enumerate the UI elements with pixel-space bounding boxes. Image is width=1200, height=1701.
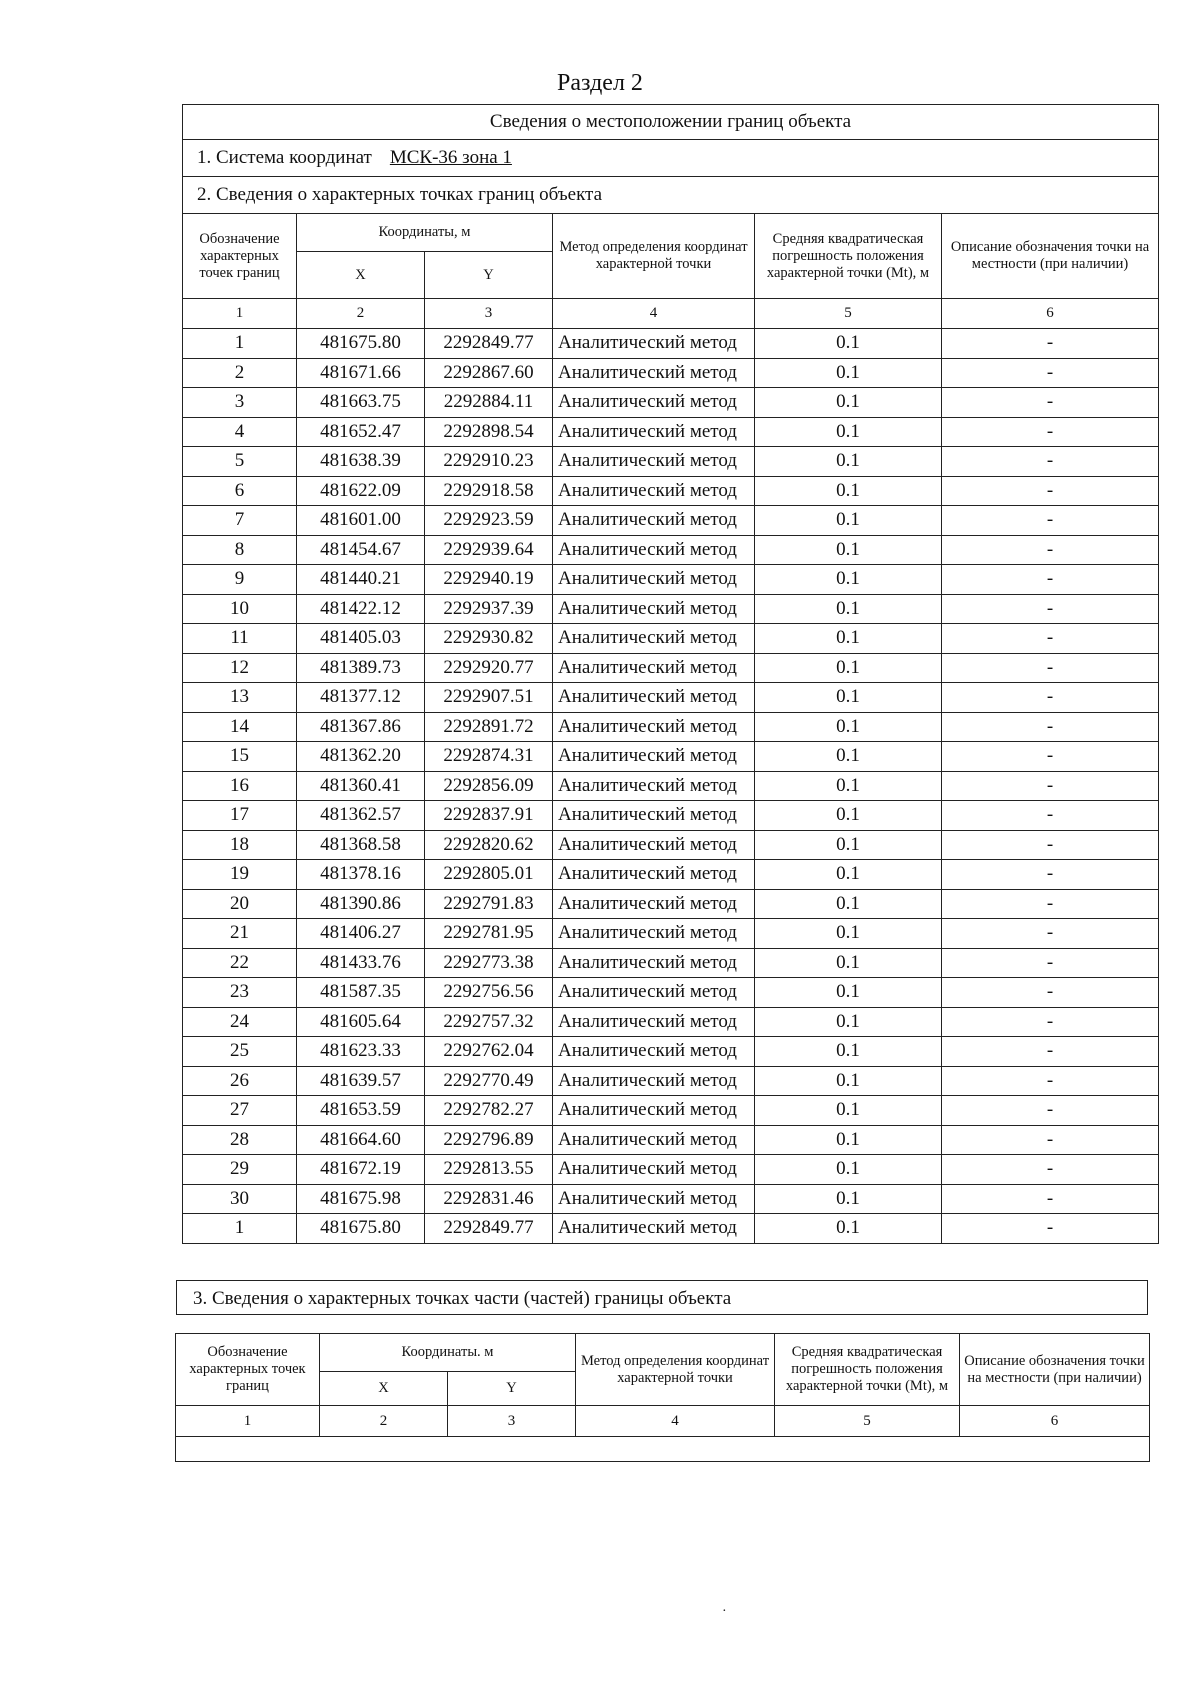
coord-system-row bbox=[183, 140, 1159, 177]
cell-x: 481675.80 bbox=[297, 329, 425, 359]
cell-description: - bbox=[942, 653, 1159, 683]
cell-description: - bbox=[942, 830, 1159, 860]
header-x: X bbox=[297, 252, 425, 299]
cell-method: Аналитический метод bbox=[553, 712, 755, 742]
cell-x: 481601.00 bbox=[297, 506, 425, 536]
cell-method: Аналитический метод bbox=[553, 742, 755, 772]
cell-x: 481405.03 bbox=[297, 624, 425, 654]
cell-x: 481664.60 bbox=[297, 1125, 425, 1155]
col-number: 4 bbox=[553, 299, 755, 329]
cell-method: Аналитический метод bbox=[553, 948, 755, 978]
part-header-error: Средняя квадратическая погрешность положения характерной точки (Mt), м bbox=[775, 1334, 960, 1406]
cell-y: 2292937.39 bbox=[425, 594, 553, 624]
cell-point: 18 bbox=[183, 830, 297, 860]
cell-y: 2292923.59 bbox=[425, 506, 553, 536]
part-col-number: 6 bbox=[960, 1406, 1150, 1437]
cell-y: 2292918.58 bbox=[425, 476, 553, 506]
cell-x: 481671.66 bbox=[297, 358, 425, 388]
cell-y: 2292867.60 bbox=[425, 358, 553, 388]
cell-method: Аналитический метод bbox=[553, 624, 755, 654]
table-row bbox=[183, 624, 1159, 654]
cell-y: 2292856.09 bbox=[425, 771, 553, 801]
cell-error: 0.1 bbox=[755, 535, 942, 565]
cell-point: 23 bbox=[183, 978, 297, 1008]
table-row bbox=[183, 388, 1159, 418]
cell-description: - bbox=[942, 978, 1159, 1008]
cell-method: Аналитический метод bbox=[553, 683, 755, 713]
col-number: 5 bbox=[755, 299, 942, 329]
cell-error: 0.1 bbox=[755, 683, 942, 713]
cell-error: 0.1 bbox=[755, 447, 942, 477]
cell-error: 0.1 bbox=[755, 919, 942, 949]
cell-y: 2292874.31 bbox=[425, 742, 553, 772]
cell-y: 2292920.77 bbox=[425, 653, 553, 683]
cell-x: 481663.75 bbox=[297, 388, 425, 418]
table-row bbox=[183, 1066, 1159, 1096]
cell-y: 2292762.04 bbox=[425, 1037, 553, 1067]
part-points-caption: 3. Сведения о характерных точках части (частей) границы объекта bbox=[176, 1280, 1148, 1315]
cell-point: 16 bbox=[183, 771, 297, 801]
cell-y: 2292770.49 bbox=[425, 1066, 553, 1096]
cell-method: Аналитический метод bbox=[553, 447, 755, 477]
boundary-location-table bbox=[182, 104, 1159, 1244]
cell-y: 2292757.32 bbox=[425, 1007, 553, 1037]
cell-x: 481433.76 bbox=[297, 948, 425, 978]
part-col-number: 5 bbox=[775, 1406, 960, 1437]
cell-error: 0.1 bbox=[755, 830, 942, 860]
cell-description: - bbox=[942, 417, 1159, 447]
part-col-number: 4 bbox=[576, 1406, 775, 1437]
cell-error: 0.1 bbox=[755, 771, 942, 801]
cell-y: 2292849.77 bbox=[425, 1214, 553, 1244]
part-header-description: Описание обозначения точки на местности (при наличии) bbox=[960, 1334, 1150, 1406]
table-row bbox=[183, 1155, 1159, 1185]
table-row bbox=[183, 329, 1159, 359]
cell-description: - bbox=[942, 860, 1159, 890]
cell-description: - bbox=[942, 801, 1159, 831]
cell-error: 0.1 bbox=[755, 388, 942, 418]
cell-error: 0.1 bbox=[755, 1125, 942, 1155]
table-row bbox=[183, 1037, 1159, 1067]
cell-method: Аналитический метод bbox=[553, 358, 755, 388]
table-row bbox=[183, 653, 1159, 683]
cell-description: - bbox=[942, 447, 1159, 477]
cell-description: - bbox=[942, 742, 1159, 772]
cell-point: 2 bbox=[183, 358, 297, 388]
cell-error: 0.1 bbox=[755, 594, 942, 624]
cell-description: - bbox=[942, 1125, 1159, 1155]
cell-y: 2292791.83 bbox=[425, 889, 553, 919]
table-row bbox=[183, 978, 1159, 1008]
cell-x: 481389.73 bbox=[297, 653, 425, 683]
cell-y: 2292891.72 bbox=[425, 712, 553, 742]
cell-method: Аналитический метод bbox=[553, 329, 755, 359]
cell-x: 481362.20 bbox=[297, 742, 425, 772]
cell-error: 0.1 bbox=[755, 742, 942, 772]
cell-error: 0.1 bbox=[755, 712, 942, 742]
cell-x: 481406.27 bbox=[297, 919, 425, 949]
cell-description: - bbox=[942, 1066, 1159, 1096]
cell-method: Аналитический метод bbox=[553, 1155, 755, 1185]
table-row bbox=[183, 771, 1159, 801]
cell-x: 481362.57 bbox=[297, 801, 425, 831]
cell-point: 9 bbox=[183, 565, 297, 595]
cell-y: 2292940.19 bbox=[425, 565, 553, 595]
cell-description: - bbox=[942, 919, 1159, 949]
cell-point: 26 bbox=[183, 1066, 297, 1096]
cell-x: 481422.12 bbox=[297, 594, 425, 624]
cell-x: 481622.09 bbox=[297, 476, 425, 506]
part-col-number: 1 bbox=[176, 1406, 320, 1437]
cell-point: 24 bbox=[183, 1007, 297, 1037]
cell-point: 13 bbox=[183, 683, 297, 713]
table-row bbox=[183, 1007, 1159, 1037]
cell-point: 30 bbox=[183, 1184, 297, 1214]
part-header-method: Метод определения координат характерной точки bbox=[576, 1334, 775, 1406]
cell-description: - bbox=[942, 683, 1159, 713]
cell-description: - bbox=[942, 388, 1159, 418]
cell-x: 481672.19 bbox=[297, 1155, 425, 1185]
header-method: Метод определения координат характерной точки bbox=[553, 214, 755, 299]
cell-point: 17 bbox=[183, 801, 297, 831]
part-header-x: X bbox=[320, 1372, 448, 1406]
cell-description: - bbox=[942, 1214, 1159, 1244]
table-row bbox=[183, 1125, 1159, 1155]
cell-x: 481367.86 bbox=[297, 712, 425, 742]
cell-y: 2292820.62 bbox=[425, 830, 553, 860]
cell-method: Аналитический метод bbox=[553, 978, 755, 1008]
cell-x: 481368.58 bbox=[297, 830, 425, 860]
cell-x: 481675.80 bbox=[297, 1214, 425, 1244]
cell-y: 2292849.77 bbox=[425, 329, 553, 359]
table-row bbox=[183, 476, 1159, 506]
table-row bbox=[183, 948, 1159, 978]
cell-x: 481454.67 bbox=[297, 535, 425, 565]
cell-description: - bbox=[942, 594, 1159, 624]
cell-point: 27 bbox=[183, 1096, 297, 1126]
cell-error: 0.1 bbox=[755, 506, 942, 536]
cell-y: 2292773.38 bbox=[425, 948, 553, 978]
cell-y: 2292939.64 bbox=[425, 535, 553, 565]
cell-y: 2292781.95 bbox=[425, 919, 553, 949]
cell-point: 15 bbox=[183, 742, 297, 772]
cell-method: Аналитический метод bbox=[553, 1184, 755, 1214]
cell-x: 481440.21 bbox=[297, 565, 425, 595]
part-empty-row bbox=[176, 1437, 1150, 1462]
table-row bbox=[183, 417, 1159, 447]
table-row bbox=[183, 683, 1159, 713]
header-coords: Координаты, м bbox=[297, 214, 553, 252]
table-row bbox=[183, 535, 1159, 565]
table-row bbox=[183, 742, 1159, 772]
cell-description: - bbox=[942, 889, 1159, 919]
cell-y: 2292930.82 bbox=[425, 624, 553, 654]
table-row bbox=[183, 358, 1159, 388]
cell-method: Аналитический метод bbox=[553, 860, 755, 890]
cell-point: 20 bbox=[183, 889, 297, 919]
cell-point: 3 bbox=[183, 388, 297, 418]
cell-error: 0.1 bbox=[755, 860, 942, 890]
cell-error: 0.1 bbox=[755, 1096, 942, 1126]
cell-point: 21 bbox=[183, 919, 297, 949]
part-header-y: Y bbox=[448, 1372, 576, 1406]
cell-error: 0.1 bbox=[755, 358, 942, 388]
table-row bbox=[183, 1184, 1159, 1214]
cell-description: - bbox=[942, 1007, 1159, 1037]
cell-y: 2292805.01 bbox=[425, 860, 553, 890]
cell-error: 0.1 bbox=[755, 1037, 942, 1067]
cell-error: 0.1 bbox=[755, 565, 942, 595]
cell-description: - bbox=[942, 506, 1159, 536]
cell-error: 0.1 bbox=[755, 889, 942, 919]
table-row bbox=[183, 919, 1159, 949]
cell-description: - bbox=[942, 771, 1159, 801]
col-number: 6 bbox=[942, 299, 1159, 329]
cell-method: Аналитический метод bbox=[553, 1066, 755, 1096]
header-y: Y bbox=[425, 252, 553, 299]
cell-method: Аналитический метод bbox=[553, 801, 755, 831]
cell-y: 2292782.27 bbox=[425, 1096, 553, 1126]
col-number: 1 bbox=[183, 299, 297, 329]
cell-error: 0.1 bbox=[755, 1155, 942, 1185]
cell-description: - bbox=[942, 624, 1159, 654]
cell-x: 481587.35 bbox=[297, 978, 425, 1008]
cell-method: Аналитический метод bbox=[553, 565, 755, 595]
table-row bbox=[183, 447, 1159, 477]
cell-method: Аналитический метод bbox=[553, 1096, 755, 1126]
cell-y: 2292796.89 bbox=[425, 1125, 553, 1155]
cell-x: 481390.86 bbox=[297, 889, 425, 919]
cell-y: 2292831.46 bbox=[425, 1184, 553, 1214]
cell-x: 481378.16 bbox=[297, 860, 425, 890]
cell-error: 0.1 bbox=[755, 801, 942, 831]
table-row bbox=[183, 1214, 1159, 1244]
cell-point: 11 bbox=[183, 624, 297, 654]
header-error: Средняя квадратическая погрешность положения характерной точки (Mt), м bbox=[755, 214, 942, 299]
cell-error: 0.1 bbox=[755, 417, 942, 447]
coord-system-label: 1. Система координат bbox=[197, 147, 372, 168]
cell-description: - bbox=[942, 948, 1159, 978]
cell-point: 29 bbox=[183, 1155, 297, 1185]
cell-x: 481638.39 bbox=[297, 447, 425, 477]
table-row bbox=[183, 712, 1159, 742]
table-row bbox=[183, 830, 1159, 860]
cell-method: Аналитический метод bbox=[553, 1125, 755, 1155]
cell-y: 2292910.23 bbox=[425, 447, 553, 477]
cell-description: - bbox=[942, 1096, 1159, 1126]
cell-point: 28 bbox=[183, 1125, 297, 1155]
table-row bbox=[183, 889, 1159, 919]
points-caption: 2. Сведения о характерных точках границ объекта bbox=[183, 177, 1159, 214]
header-description: Описание обозначения точки на местности (при наличии) bbox=[942, 214, 1159, 299]
col-number: 2 bbox=[297, 299, 425, 329]
cell-method: Аналитический метод bbox=[553, 919, 755, 949]
cell-y: 2292756.56 bbox=[425, 978, 553, 1008]
cell-x: 481623.33 bbox=[297, 1037, 425, 1067]
coord-system-value: МСК-36 зона 1 bbox=[389, 147, 512, 168]
cell-error: 0.1 bbox=[755, 1214, 942, 1244]
cell-x: 481653.59 bbox=[297, 1096, 425, 1126]
cell-y: 2292907.51 bbox=[425, 683, 553, 713]
cell-point: 4 bbox=[183, 417, 297, 447]
cell-y: 2292898.54 bbox=[425, 417, 553, 447]
cell-method: Аналитический метод bbox=[553, 771, 755, 801]
cell-method: Аналитический метод bbox=[553, 476, 755, 506]
cell-description: - bbox=[942, 535, 1159, 565]
part-boundary-table bbox=[175, 1333, 1150, 1462]
cell-point: 6 bbox=[183, 476, 297, 506]
cell-x: 481639.57 bbox=[297, 1066, 425, 1096]
cell-error: 0.1 bbox=[755, 978, 942, 1008]
table-row bbox=[183, 594, 1159, 624]
cell-point: 7 bbox=[183, 506, 297, 536]
cell-method: Аналитический метод bbox=[553, 535, 755, 565]
cell-point: 10 bbox=[183, 594, 297, 624]
cell-method: Аналитический метод bbox=[553, 653, 755, 683]
table-row bbox=[183, 860, 1159, 890]
cell-point: 25 bbox=[183, 1037, 297, 1067]
cell-point: 19 bbox=[183, 860, 297, 890]
cell-method: Аналитический метод bbox=[553, 1007, 755, 1037]
cell-method: Аналитический метод bbox=[553, 830, 755, 860]
cell-y: 2292837.91 bbox=[425, 801, 553, 831]
cell-x: 481377.12 bbox=[297, 683, 425, 713]
cell-error: 0.1 bbox=[755, 476, 942, 506]
cell-x: 481360.41 bbox=[297, 771, 425, 801]
cell-method: Аналитический метод bbox=[553, 506, 755, 536]
cell-error: 0.1 bbox=[755, 624, 942, 654]
cell-error: 0.1 bbox=[755, 329, 942, 359]
cell-x: 481675.98 bbox=[297, 1184, 425, 1214]
part-col-number: 3 bbox=[448, 1406, 576, 1437]
cell-y: 2292884.11 bbox=[425, 388, 553, 418]
cell-error: 0.1 bbox=[755, 1184, 942, 1214]
cell-method: Аналитический метод bbox=[553, 1214, 755, 1244]
cell-method: Аналитический метод bbox=[553, 1037, 755, 1067]
cell-y: 2292813.55 bbox=[425, 1155, 553, 1185]
cell-point: 12 bbox=[183, 653, 297, 683]
table-row bbox=[183, 801, 1159, 831]
cell-error: 0.1 bbox=[755, 653, 942, 683]
cell-x: 481652.47 bbox=[297, 417, 425, 447]
cell-description: - bbox=[942, 1037, 1159, 1067]
cell-description: - bbox=[942, 565, 1159, 595]
col-number: 3 bbox=[425, 299, 553, 329]
cell-point: 22 bbox=[183, 948, 297, 978]
cell-error: 0.1 bbox=[755, 1007, 942, 1037]
cell-point: 8 bbox=[183, 535, 297, 565]
cell-error: 0.1 bbox=[755, 948, 942, 978]
cell-description: - bbox=[942, 1184, 1159, 1214]
table-title: Сведения о местоположении границ объекта bbox=[183, 105, 1159, 140]
cell-description: - bbox=[942, 1155, 1159, 1185]
part-header-point: Обозначение характерных точек границ bbox=[176, 1334, 320, 1406]
cell-method: Аналитический метод bbox=[553, 594, 755, 624]
table-row bbox=[183, 1096, 1159, 1126]
cell-x: 481605.64 bbox=[297, 1007, 425, 1037]
cell-point: 1 bbox=[183, 1214, 297, 1244]
part-col-number: 2 bbox=[320, 1406, 448, 1437]
stray-dot: · bbox=[722, 1604, 727, 1619]
table-row bbox=[183, 565, 1159, 595]
cell-method: Аналитический метод bbox=[553, 388, 755, 418]
header-point: Обозначение характерных точек границ bbox=[183, 214, 297, 299]
cell-point: 5 bbox=[183, 447, 297, 477]
cell-error: 0.1 bbox=[755, 1066, 942, 1096]
page-title: Раздел 2 bbox=[557, 70, 643, 96]
cell-point: 1 bbox=[183, 329, 297, 359]
cell-description: - bbox=[942, 476, 1159, 506]
cell-description: - bbox=[942, 329, 1159, 359]
cell-description: - bbox=[942, 712, 1159, 742]
cell-method: Аналитический метод bbox=[553, 889, 755, 919]
part-header-coords: Координаты. м bbox=[320, 1334, 576, 1372]
cell-method: Аналитический метод bbox=[553, 417, 755, 447]
table-row bbox=[183, 506, 1159, 536]
cell-point: 14 bbox=[183, 712, 297, 742]
cell-description: - bbox=[942, 358, 1159, 388]
